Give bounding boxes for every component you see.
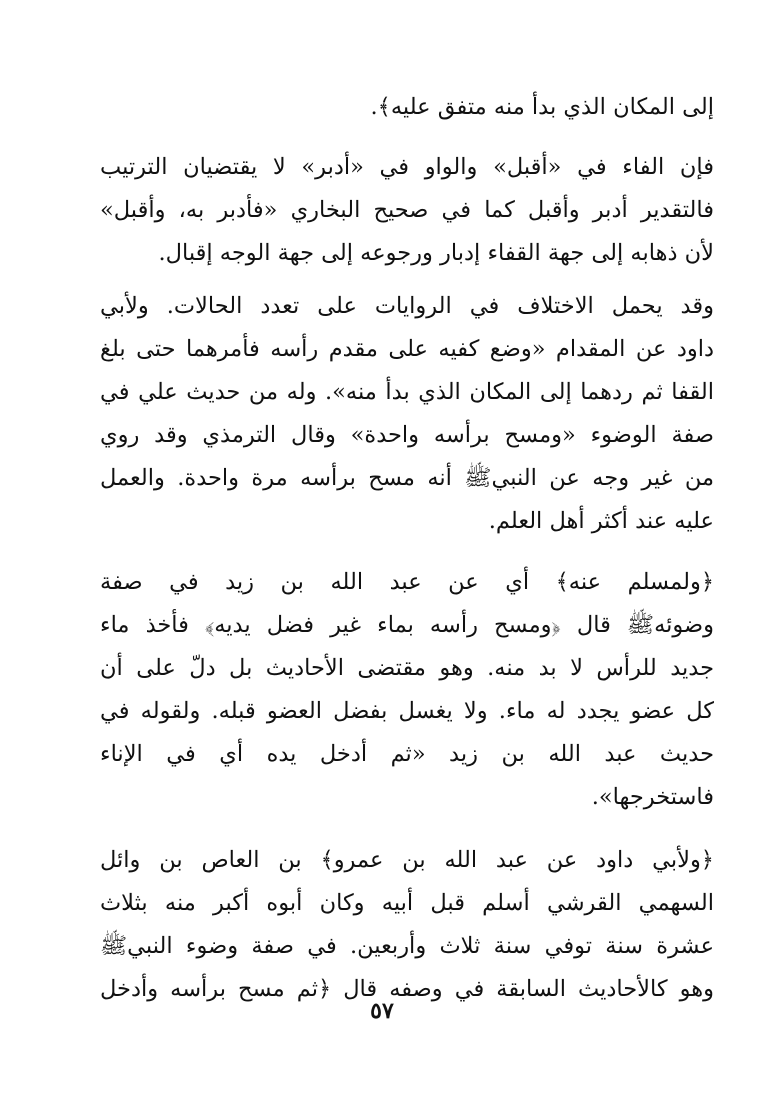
text-line: لأن ذهابه إلى جهة القفاء إدبار ورجوعه إلى جهة الوجه إقبال. xyxy=(158,240,714,266)
text-line: ﴿ولمسلم عنه﴾ أي عن عبد الله بن زيد في صفة xyxy=(100,569,714,595)
text-line: جديد للرأس لا بد منه. وهو مقتضى الأحاديث بل دلّ على أن xyxy=(100,655,714,681)
paragraph-1 xyxy=(100,86,714,129)
page-number: ٥٧ xyxy=(370,998,394,1024)
text-line: القفا ثم ردهما إلى المكان الذي بدأ منه». وله من حديث علي في xyxy=(100,379,714,405)
text-line: عليه عند أكثر أهل العلم. xyxy=(488,508,714,534)
text-line: وضوئهﷺ قال ﴿ومسح رأسه بماء غير فضل يديه﴾ فأخذ ماء xyxy=(100,612,715,638)
text-line: صفة الوضوء «ومسح برأسه واحدة» وقال الترمذي وقد روي xyxy=(100,422,714,448)
text-line: ﴿ولأبي داود عن عبد الله بن عمرو﴾ بن العاص بن وائل xyxy=(100,847,714,873)
text-line: من غير وجه عن النبيﷺ أنه مسح برأسه مرة واحدة. والعمل xyxy=(100,465,714,491)
paragraph-2 xyxy=(100,146,714,275)
text-line: كل عضو يجدد له ماء. ولا يغسل بفضل العضو قبله. ولقوله في xyxy=(100,698,714,724)
paragraph-5 xyxy=(100,839,714,1011)
body-text xyxy=(100,86,714,1011)
text-line: السهمي القرشي أسلم قبل أبيه وكان أبوه أكبر منه بثلاث xyxy=(100,890,714,916)
text-line: داود عن المقدام «وضع كفيه على مقدم رأسه فأمرهما حتى بلغ xyxy=(100,336,714,362)
text-line: فاستخرجها». xyxy=(591,784,714,810)
text-line: إلى المكان الذي بدأ منه متفق عليه﴾. xyxy=(370,94,714,120)
text-line: وهو كالأحاديث السابقة في وصفه قال ﴿ثم مسح برأسه وأدخل xyxy=(100,976,714,1002)
text-line: فالتقدير أدبر وأقبل كما في صحيح البخاري «فأدبر به، وأقبل» xyxy=(100,197,714,223)
text-line: حديث عبد الله بن زيد «ثم أدخل يده أي في الإناء xyxy=(100,741,714,767)
text-line: فإن الفاء في «أقبل» والواو في «أدبر» لا يقتضيان الترتيب xyxy=(100,154,714,180)
paragraph-4 xyxy=(100,561,714,819)
text-line: وقد يحمل الاختلاف في الروايات على تعدد الحالات. ولأبي xyxy=(100,293,714,319)
text-line: عشرة سنة توفي سنة ثلاث وأربعين. في صفة وضوء النبيﷺ xyxy=(100,933,714,959)
paragraph-3 xyxy=(100,285,714,543)
